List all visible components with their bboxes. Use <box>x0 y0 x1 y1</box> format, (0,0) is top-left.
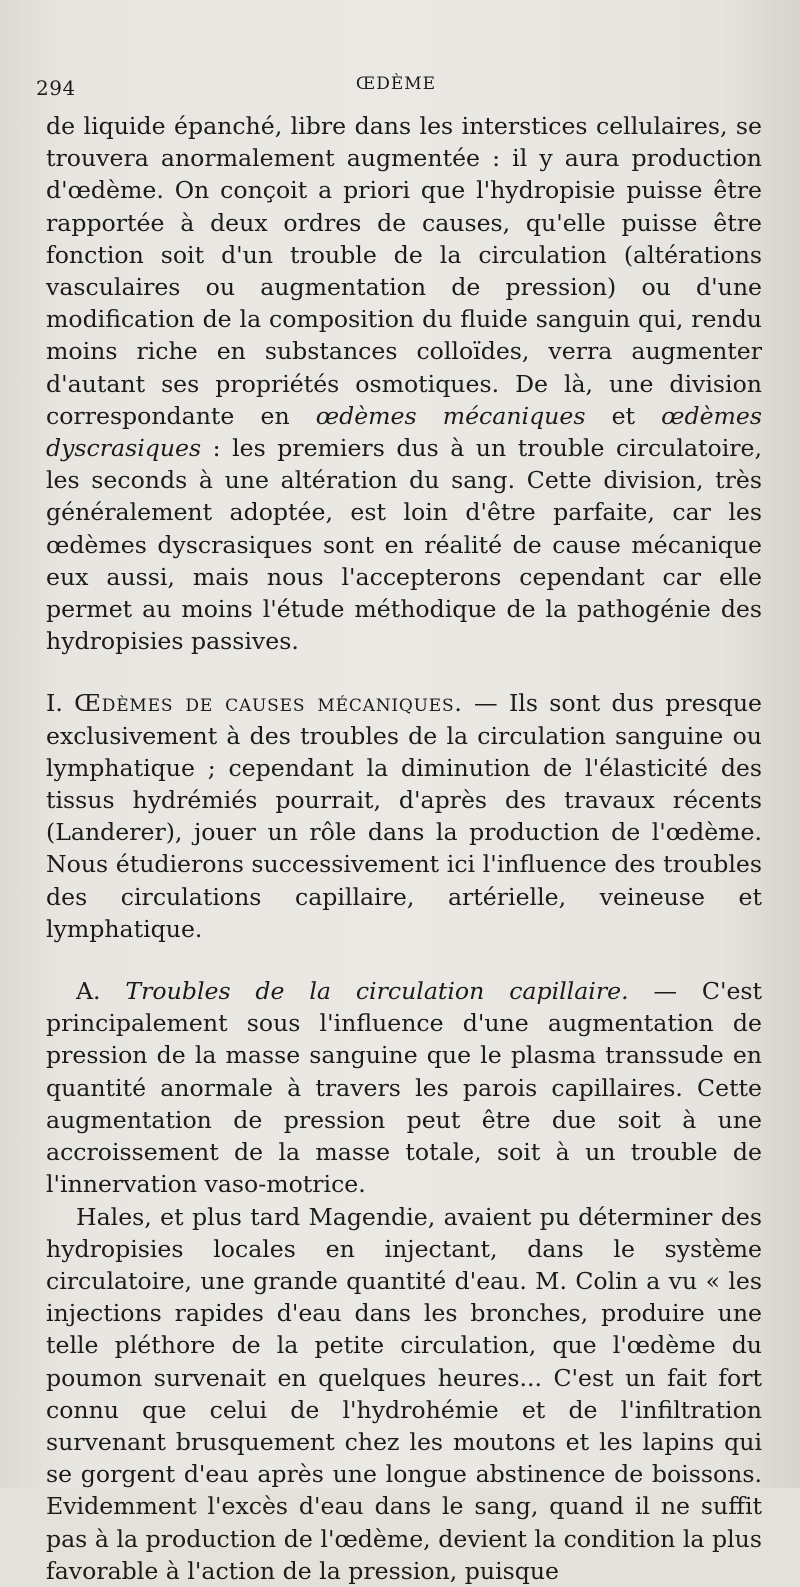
subsection-label: A. <box>76 977 101 1006</box>
paragraph-text: et <box>585 401 662 430</box>
italic-term: œdèmes dyscrasiques <box>46 401 762 463</box>
section-paragraph <box>46 687 762 945</box>
section-text: — Ils sont dus presque exclusivement à des troubles de la circulation sanguine ou lymphatique ; cependant la diminution de l'élasticité des tissus hydrémiés pourrait, d'après des travaux récents (Landerer), jouer un rôle dans la production de l'œdème. Nous étudierons successivement ici l'influence des troubles des circulations capillaire, artérielle, veineuse et lymphatique. <box>46 689 762 943</box>
subsection-paragraph <box>46 975 762 1200</box>
running-title: ŒDÈME <box>355 74 437 94</box>
italic-term: œdèmes mécaniques <box>315 401 586 430</box>
page-header <box>36 72 756 102</box>
section-number: I. <box>46 689 63 718</box>
page-number: 294 <box>36 76 76 100</box>
subsection-spacer <box>46 945 762 975</box>
section-spacer <box>46 657 762 687</box>
paragraph-text: : les premiers dus à un trouble circulatoire, les seconds à une altération du sang. Cette division, très généralement adoptée, est loin d'être parfaite, car les œdèmes dyscrasiques sont en réalité de cause mécanique eux aussi, mais nous l'accepterons cependant car elle permet au moins l'étude méthodique de la pathogénie des hydropisies passives. <box>46 434 762 656</box>
paragraph-text: de liquide épanché, libre dans les interstices cellulaires, se trouvera anormalement augmentée : il y aura production d'œdème. On conçoit a priori que l'hydropisie puisse être rapportée à deux ordres de causes, qu'elle puisse être fonction soit d'un trouble de la circulation (altérations vasculaires ou augmentation de pression) ou d'une modification de la composition du fluide sanguin qui, rendu moins riche en substances colloïdes, verra augmenter d'autant ses propriétés osmotiques. De là, une division correspondante en <box>46 112 762 430</box>
body-text <box>46 110 762 1587</box>
paragraph-continuation <box>46 110 762 657</box>
subsection-text: — C'est principalement sous l'influence d'une augmentation de pression de la masse sanguine que le plasma transsude en quantité anormale à travers les parois capillaires. Cette augmentation de pression peut être due soit à une accroissement de la masse totale, soit à un trouble de l'innervation vaso-motrice. <box>46 977 762 1199</box>
paragraph-hales: Hales, et plus tard Magendie, avaient pu déterminer des hydropisies locales en injectant, dans le système circulatoire, une grande quantité d'eau. M. Colin a vu « les injections rapides d'eau dans les bronches, produire une telle pléthore de la petite circulation, que l'œdème du poumon survenait en quelques heures... C'est un fait fort connu que celui de l'hydrohémie et de l'infiltration survenant brusquement chez les moutons et les lapins qui se gorgent d'eau après une longue abstinence de boissons. Evidemment l'excès d'eau dans le sang, quand il ne suffit pas à la production de l'œdème, devient la condition la plus favorable à l'action de la pression, puisque <box>46 1202 762 1585</box>
subsection-heading: Troubles de la circulation capillaire. <box>125 977 629 1006</box>
section-heading: Œdèmes de causes mécaniques. <box>74 689 463 718</box>
